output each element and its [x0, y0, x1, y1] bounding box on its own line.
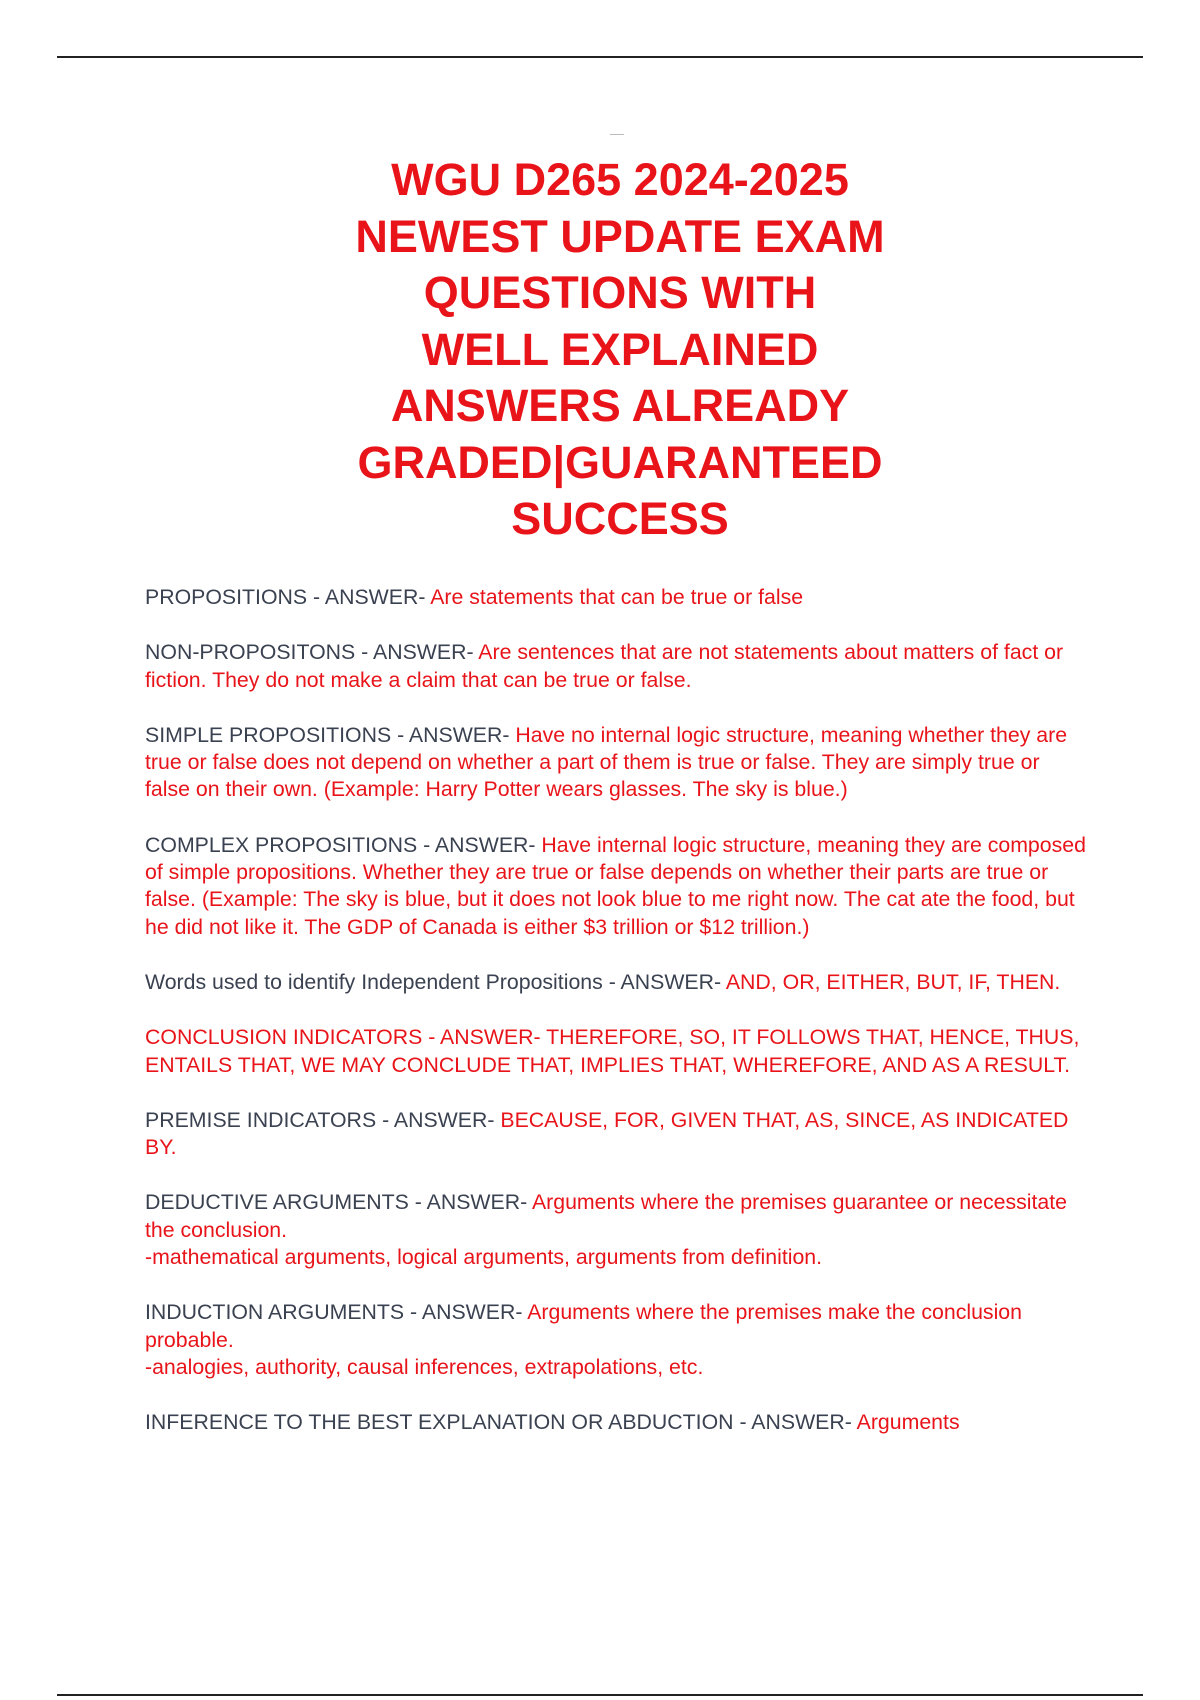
entry-term: COMPLEX PROPOSITIONS - ANSWER-	[145, 832, 542, 857]
entry-term: SIMPLE PROPOSITIONS - ANSWER-	[145, 722, 516, 747]
entry-extra: -analogies, authority, causal inferences, extrapolations, etc.	[145, 1354, 704, 1379]
entry-term: NON-PROPOSITONS - ANSWER-	[145, 640, 479, 665]
entry-definition: Are statements that can be true or false	[430, 585, 804, 609]
entry-term: PREMISE INDICATORS - ANSWER-	[145, 1107, 501, 1132]
qa-entry-deductive-arguments	[145, 1189, 1090, 1271]
qa-entry-conclusion-indicators	[145, 1024, 1090, 1079]
entry-term: INDUCTION ARGUMENTS - ANSWER-	[145, 1300, 528, 1325]
qa-entry-independent-words	[145, 969, 1090, 996]
qa-entry-simple-propositions	[145, 722, 1090, 804]
qa-entry-complex-propositions	[145, 832, 1090, 941]
title-line: ANSWERS ALREADY	[390, 380, 850, 431]
qa-entry-abduction	[145, 1409, 1090, 1436]
qa-entry-non-propositions	[145, 639, 1090, 694]
qa-entry-induction-arguments	[145, 1299, 1090, 1381]
entry-term: DEDUCTIVE ARGUMENTS - ANSWER-	[145, 1190, 532, 1215]
title-line: WELL EXPLAINED	[421, 323, 819, 375]
entry-term: INFERENCE TO THE BEST EXPLANATION OR ABDUCTION - ANSWER-	[145, 1410, 857, 1435]
qa-entry-premise-indicators	[145, 1107, 1090, 1162]
page-mark	[610, 134, 624, 135]
header-rule	[57, 56, 1143, 58]
entry-term: PROPOSITIONS - ANSWER-	[145, 585, 431, 609]
entry-full-text: CONCLUSION INDICATORS - ANSWER- THEREFORE, SO, IT FOLLOWS THAT, HENCE, THUS, ENTAILS THAT, WE MAY CONCLUDE THAT, IMPLIES THAT, WHEREFORE, AND AS A RESULT.	[145, 1025, 1080, 1077]
title-line: WGU D265 2024-2025	[391, 154, 849, 205]
title-line: QUESTIONS WITH	[423, 267, 817, 318]
entry-definition: Have no internal logic structure, meaning whether they are true or false does not depend on whether a part of them is true or false. They are simply true or false on their own. (Example: Harry Potter wears glasses. The sky is blue.)	[145, 722, 1068, 802]
entry-definition: Arguments where the premises make the conclusion probable.	[145, 1300, 1022, 1352]
qa-list	[145, 584, 1090, 1465]
qa-entry-propositions	[145, 584, 1090, 611]
document-title	[250, 152, 990, 548]
entry-definition: Have internal logic structure, meaning they are composed of simple propositions. Whether they are true or false depends on whether their parts are true or false. (Example: The sky is blue, but it does not look blue to me right now. The cat ate the food, but he did not like it. The GDP of Canada is either $3 trillion or $12 trillion.)	[145, 832, 1086, 939]
entry-term: Words used to identify Independent Propositions - ANSWER-	[145, 969, 726, 994]
entry-definition: Arguments where the premises guarantee or necessitate the conclusion.	[145, 1190, 1068, 1242]
entry-definition: Arguments	[856, 1410, 960, 1435]
title-line: NEWEST UPDATE EXAM	[355, 210, 885, 262]
entry-extra: -mathematical arguments, logical arguments, arguments from definition.	[145, 1245, 823, 1270]
entry-definition: BECAUSE, FOR, GIVEN THAT, AS, SINCE, AS INDICATED BY.	[145, 1107, 1069, 1160]
entry-definition: Are sentences that are not statements about matters of fact or fiction. They do not make a claim that can be true or false.	[145, 640, 1064, 692]
title-line: SUCCESS	[511, 493, 729, 544]
title-line: GRADED|GUARANTEED	[357, 436, 883, 488]
entry-definition: AND, OR, EITHER, BUT, IF, THEN.	[725, 969, 1061, 994]
footer-rule	[57, 1694, 1143, 1696]
